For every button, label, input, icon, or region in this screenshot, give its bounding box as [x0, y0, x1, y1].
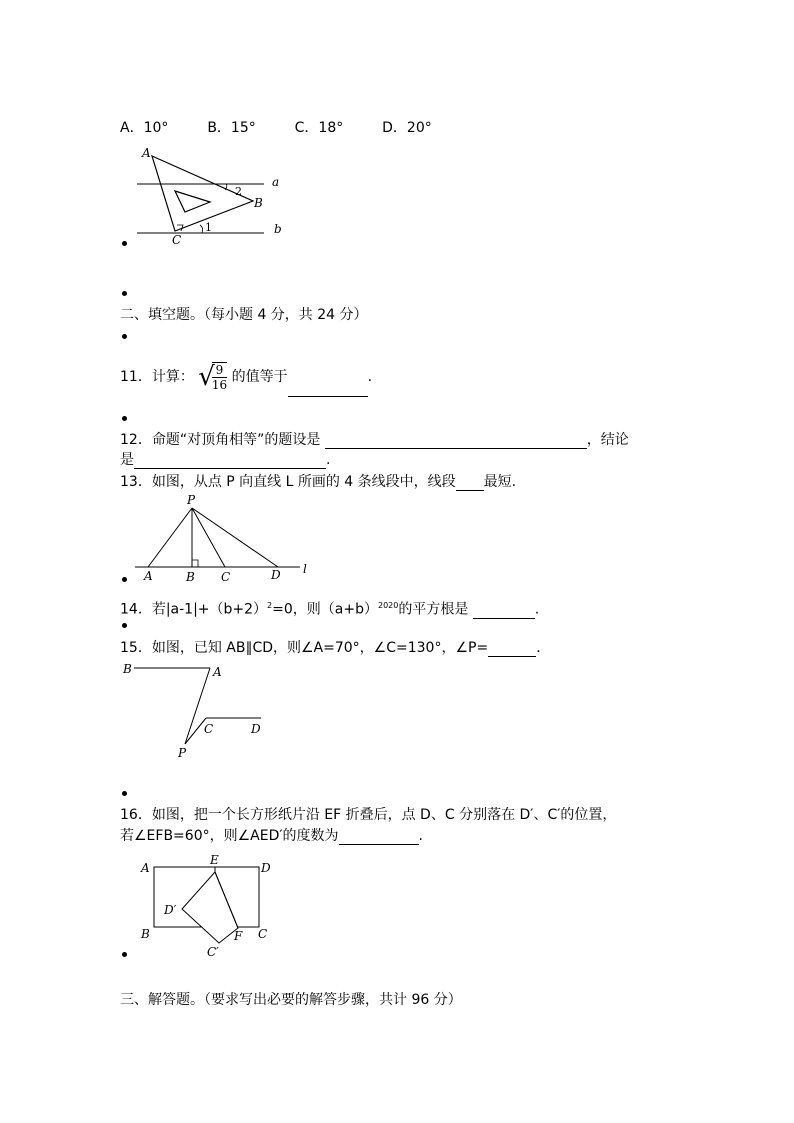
q11-end: . — [367, 369, 373, 385]
option-b: B．15° — [207, 120, 256, 136]
q10-label-c-point: C — [172, 233, 182, 247]
q10-label-b-line: b — [274, 222, 282, 236]
q12-text: 12．命题“对顶角相等”的题设是 — [120, 432, 321, 448]
q14-end: . — [534, 601, 540, 618]
q11-answer-blank — [288, 381, 368, 397]
q11-suffix: 的值等于 — [231, 369, 288, 385]
option-a: A．10° — [120, 120, 169, 136]
bullet — [122, 416, 127, 421]
q15-label-a: A — [213, 665, 222, 679]
q12-end: . — [326, 452, 331, 468]
q11-denominator: 16 — [211, 378, 228, 392]
bullet — [122, 577, 127, 582]
q10-label-a-line: a — [272, 175, 280, 189]
q15-label-b: B — [123, 662, 132, 676]
option-c: C．18° — [294, 120, 344, 136]
section2-heading: 二、填空题。（每小题 4 分，共 24 分） — [120, 307, 368, 323]
section3-heading: 三、解答题。（要求写出必要的解答步骤，共计 96 分） — [120, 992, 462, 1008]
q15-text: 15．如图，已知 AB∥CD，则∠A=70°，∠C=130°，∠P= — [120, 640, 489, 656]
q15 — [120, 639, 541, 657]
q12-shi: 是 — [120, 452, 134, 468]
q16-label-d-prime: D′ — [164, 903, 177, 917]
q16-label-c: C — [258, 927, 268, 941]
q14-blank — [473, 603, 535, 619]
sqrt-sign: √ — [198, 362, 215, 392]
q13-label-l: l — [303, 562, 307, 576]
q10-figure — [130, 145, 290, 250]
q13-label-c: C — [221, 570, 231, 584]
q11-numerator: 9 — [212, 363, 227, 378]
q13 — [120, 473, 516, 491]
q12-blank-conclusion — [134, 453, 326, 469]
option-d: D．20° — [382, 120, 432, 136]
q13-prefix: 13．如图，从点 P 向直线 L 所画的 4 条线段中，线段 — [120, 474, 456, 490]
q15-label-c: C — [204, 722, 214, 736]
q12-blank-premise — [325, 433, 587, 449]
q13-suffix: 最短. — [483, 474, 517, 490]
q12-line2 — [120, 451, 330, 469]
q16-line1: 16．如图，把一个长方形纸片沿 EF 折叠后，点 D、C 分别落在 D′、C′的位置， — [120, 807, 617, 823]
q16-label-d: D — [261, 861, 271, 875]
bullet — [122, 623, 127, 628]
q15-label-p: P — [178, 746, 187, 760]
bullet — [122, 291, 127, 296]
q12-line1 — [120, 431, 629, 449]
q13-figure — [130, 490, 320, 585]
q16-label-a: A — [141, 861, 150, 875]
q10-label-a-point: A — [142, 146, 151, 160]
q14-sup2: 2020 — [377, 601, 399, 610]
q10-options — [120, 119, 432, 137]
q16-label-f: F — [234, 929, 243, 943]
q13-label-d: D — [271, 568, 281, 582]
q10-angle-1: 1 — [205, 221, 212, 234]
q16-label-e: E — [210, 853, 219, 867]
bullet — [122, 241, 127, 246]
q14 — [120, 597, 539, 619]
q16-end: . — [418, 828, 423, 844]
q13-blank — [456, 475, 484, 491]
q16-label-b: B — [141, 927, 150, 941]
q11-fraction — [212, 362, 227, 392]
q15-end: . — [536, 640, 541, 656]
q16-blank — [339, 829, 419, 845]
bullet — [122, 791, 127, 796]
q16-label-c-prime: C′ — [207, 945, 219, 959]
q10-label-b-point: B — [254, 196, 263, 210]
q13-label-p: P — [187, 493, 196, 507]
q14-text2: =0，则（a+b） — [272, 601, 378, 618]
q10-angle-2: 2 — [235, 185, 242, 198]
q16-line2 — [120, 827, 423, 845]
bullet — [122, 952, 127, 957]
q13-label-b: B — [186, 570, 195, 584]
q15-blank — [488, 641, 536, 657]
q15-label-d: D — [251, 722, 261, 736]
q13-label-a: A — [144, 569, 153, 583]
q14-sup1: 2 — [267, 601, 273, 610]
q11 — [120, 357, 372, 397]
q14-text3: 的平方根是 — [398, 601, 469, 618]
q16-text: 若∠EFB=60°，则∠AED′的度数为 — [120, 828, 339, 844]
q15-figure — [118, 660, 278, 765]
q16-figure — [135, 848, 285, 963]
q11-prefix: 11．计算： — [120, 369, 194, 385]
q14-text1: 14．若|a-1|+（b+2） — [120, 601, 268, 618]
q12-mid: ，结论 — [586, 432, 629, 448]
bullet — [122, 334, 127, 339]
